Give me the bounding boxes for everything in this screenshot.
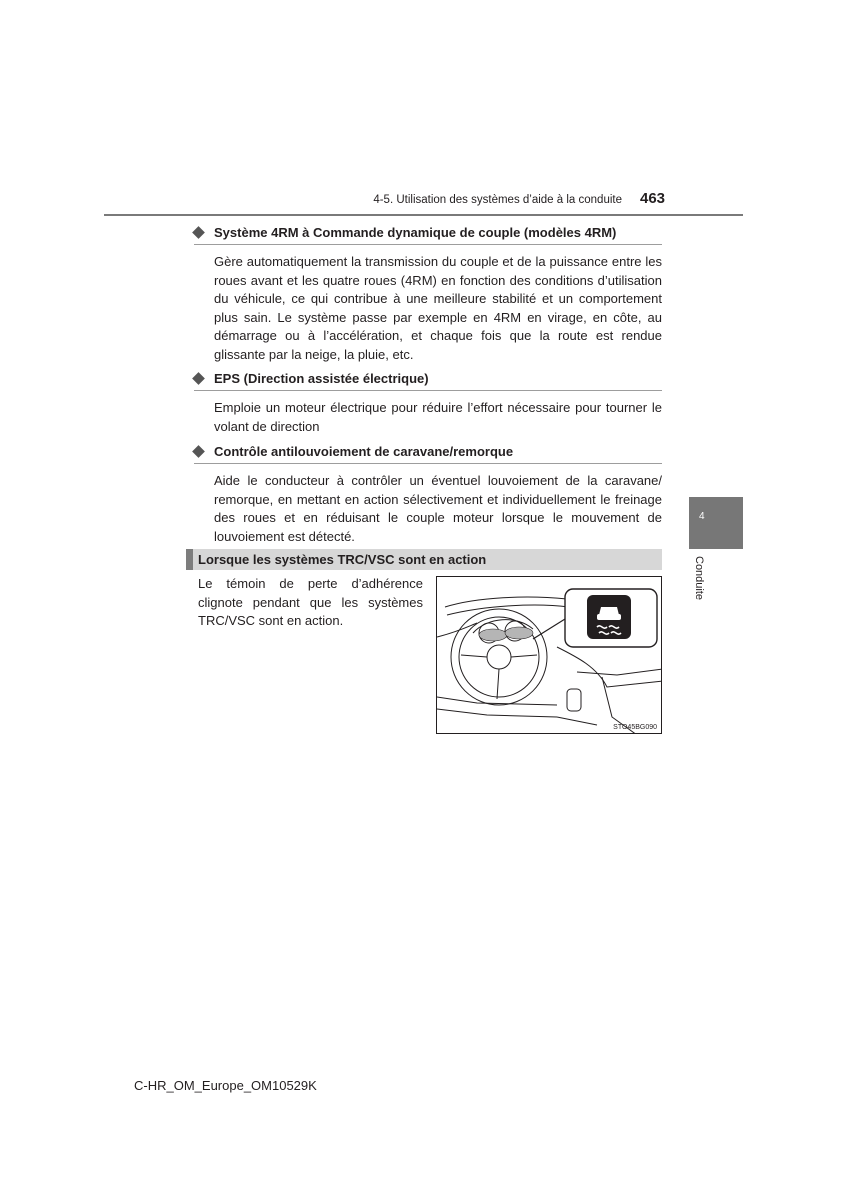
diamond-bullet-icon [192,372,205,385]
section-body: Gère automatiquement la transmission du couple et de la puissance entre les roues avant et les quatre roues (4RM) en fonction des conditions d’utilisation du véhicule, ce qui contribue à une meilleure stabilité et un comportement plus sain. Le système passe par exemple en 4RM en virage, en côte, au démarrage ou à l’accélération, et chaque fois que la route est rendue glissante par la neige, la pluie, etc. [214,254,662,362]
section-heading [194,370,662,391]
subsection-band [186,549,662,570]
chapter-label: Conduite [693,556,705,601]
section-heading [194,224,662,245]
dashboard-drawing [437,577,662,734]
section-title: Système 4RM à Commande dynamique de couple (modèles 4RM) [214,225,617,240]
chapter-tab [689,497,743,549]
chapter-number: 4 [699,511,705,522]
section-body: Emploie un moteur électrique pour réduire l’effort nécessaire pour tourner le volant de direction [214,400,662,434]
running-head: 4-5. Utilisation des systèmes d’aide à la conduite [373,194,622,206]
dashboard-illustration [436,576,662,734]
section-trailer-sway [194,443,662,546]
illustration-code: STO45BG090 [613,724,657,731]
section-eps [194,370,662,436]
section-body: Aide le conducteur à contrôler un éventuel louvoiement de la caravane/ remorque, en mettant en action sélectivement et individuellement le freinage des roues et en réduisant le couple moteur lorsque le mouvement de louvoiement est détecté. [214,473,662,544]
header-rule [104,214,743,216]
band-text: Le témoin de perte d’adhérence clignote pendant que les systèmes TRC/VSC sont en action. [198,576,423,629]
page-number: 463 [640,190,666,207]
footer-doc-id: C-HR_OM_Europe_OM10529K [134,1078,317,1093]
slip-indicator-icon [587,595,631,639]
diamond-bullet-icon [192,445,205,458]
band-marker [186,549,193,570]
section-4rm [194,224,662,365]
section-title: Contrôle antilouvoiement de caravane/remorque [214,444,514,459]
section-heading [194,443,662,464]
band-title: Lorsque les systèmes TRC/VSC sont en action [198,552,487,567]
diamond-bullet-icon [192,226,205,239]
section-title: EPS (Direction assistée électrique) [214,371,429,386]
